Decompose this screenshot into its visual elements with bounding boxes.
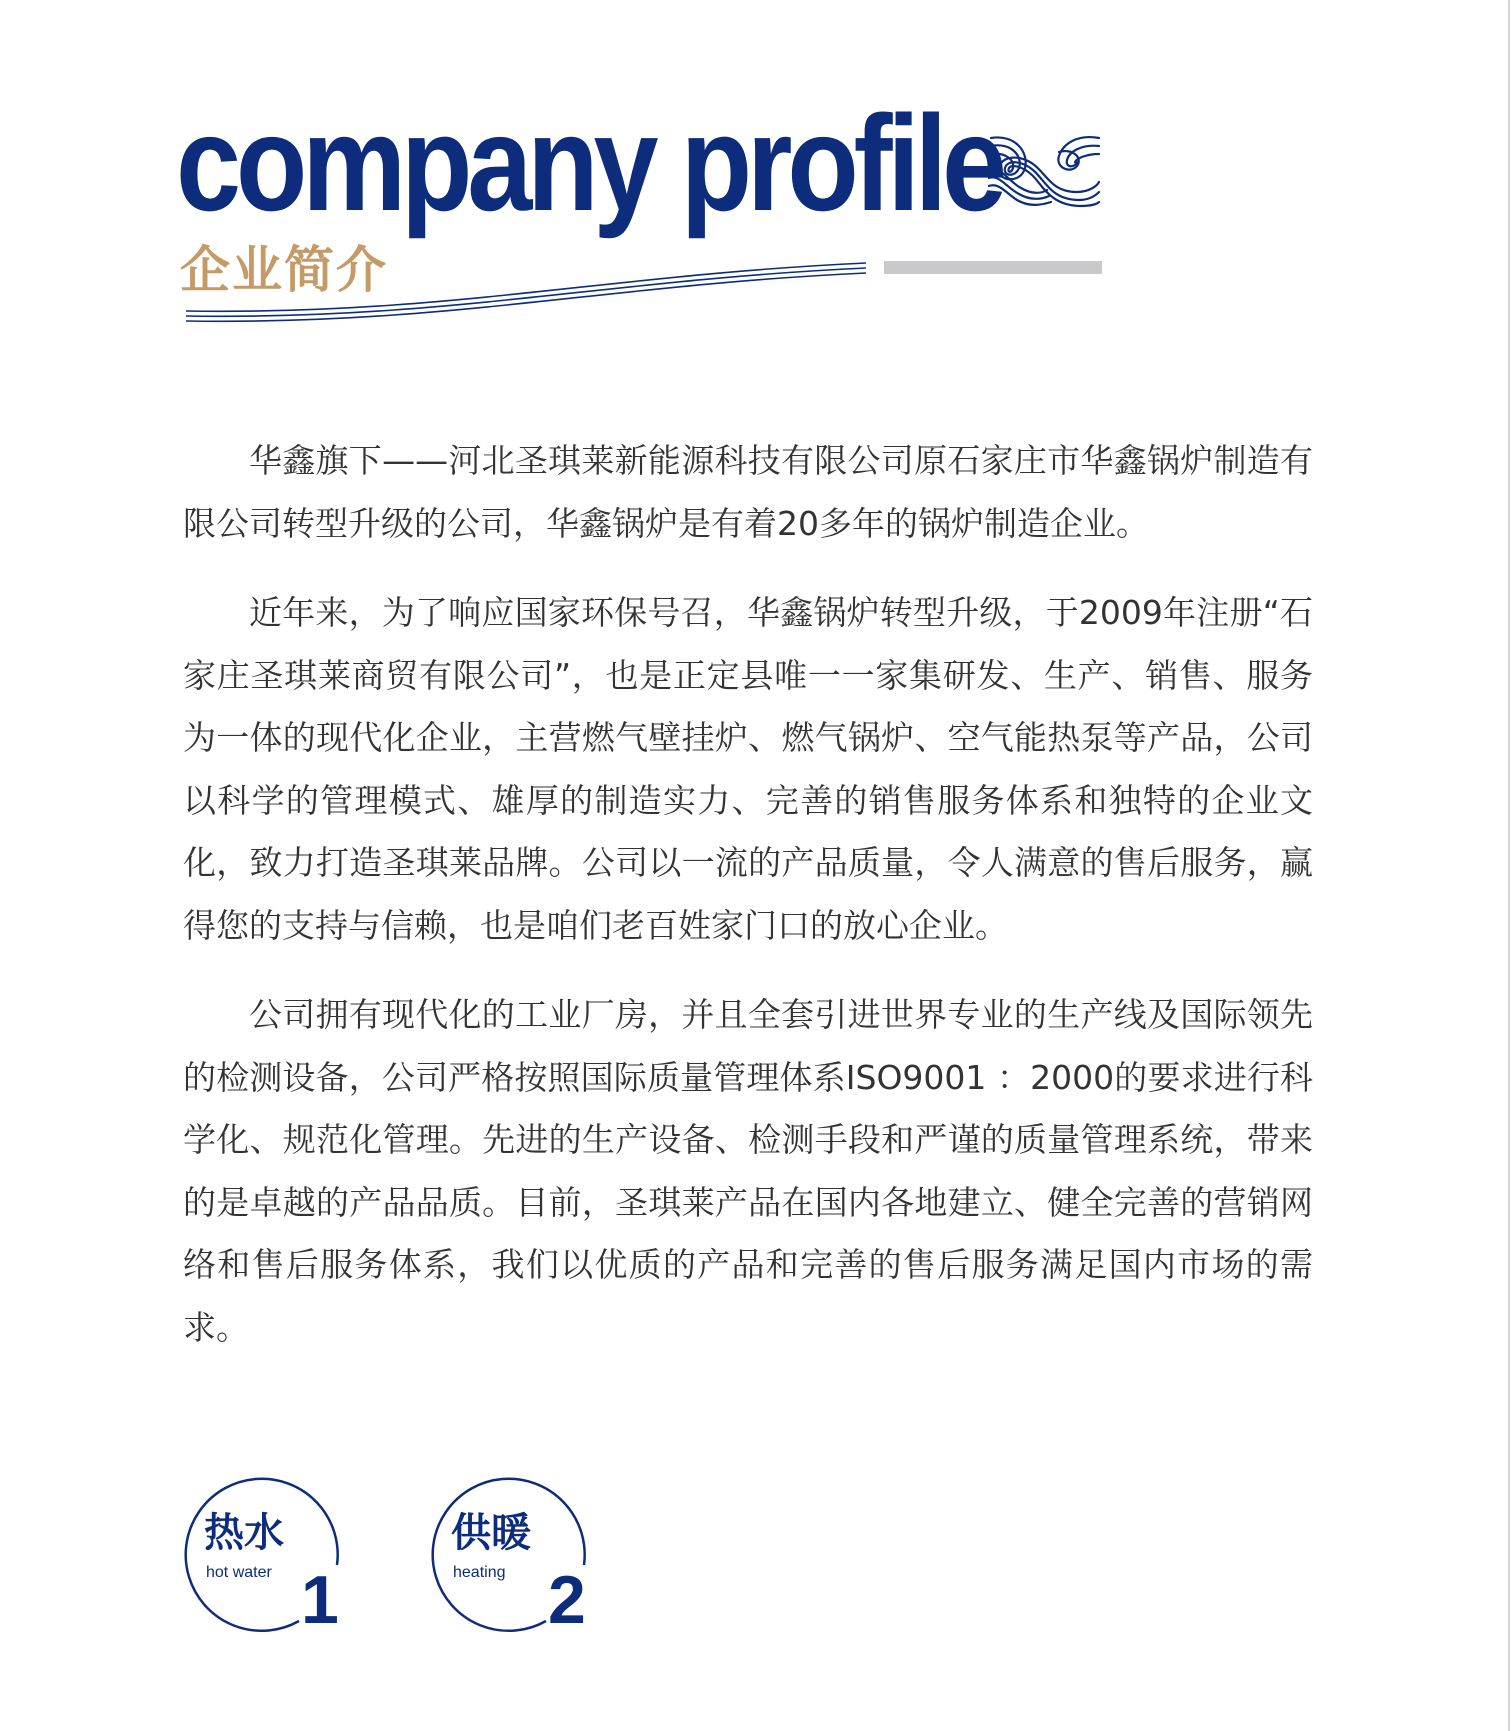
title-chinese: 企业简介 xyxy=(180,241,388,299)
badge-number: 1 xyxy=(301,1562,339,1638)
title-english: company profile xyxy=(176,87,1002,239)
badge-title-en: hot water xyxy=(206,1564,272,1581)
right-edge-rule xyxy=(1508,0,1510,1731)
decorative-wave-lines xyxy=(186,255,866,325)
wave-logo-icon xyxy=(985,130,1103,208)
badge-number: 2 xyxy=(548,1562,586,1638)
badge-title-en: heating xyxy=(453,1564,506,1581)
profile-body xyxy=(183,430,1313,1386)
badge-title-cn: 供暖 xyxy=(451,1510,531,1556)
decorative-grey-bar xyxy=(884,261,1102,274)
badge-title-cn: 热水 xyxy=(204,1510,284,1556)
profile-paragraph: 公司拥有现代化的工业厂房，并且全套引进世界专业的生产线及国际领先的检测设备，公司严格按照国际质量管理体系ISO9001 ：2000的要求进行科学化、规范化管理。先进的生产设备、检测手段和严谨的质量管理系统，带来的是卓越的产品品质。目前，圣琪莱产品在国内各地建立、健全完善的营销网络和售后服务体系，我们以优质的产品和完善的售后服务满足国内市场的需求。 xyxy=(183,995,1313,1347)
badge-heating xyxy=(426,1473,590,1637)
profile-paragraph: 华鑫旗下——河北圣琪莱新能源科技有限公司原石家庄市华鑫锅炉制造有限公司转型升级的公司，华鑫锅炉是有着20多年的锅炉制造企业。 xyxy=(183,441,1313,543)
badge-hot-water xyxy=(179,1473,343,1637)
profile-paragraph: 近年来，为了响应国家环保号召，华鑫锅炉转型升级，于2009年注册“石家庄圣琪莱商贸有限公司”，也是正定县唯一一家集研发、生产、销售、服务为一体的现代化企业，主营燃气壁挂炉、燃气锅炉、空气能热泵等产品，公司以科学的管理模式、雄厚的制造实力、完善的销售服务体系和独特的企业文化，致力打造圣琪莱品牌。公司以一流的产品质量，令人满意的售后服务，赢得您的支持与信赖，也是咱们老百姓家门口的放心企业。 xyxy=(183,593,1313,945)
